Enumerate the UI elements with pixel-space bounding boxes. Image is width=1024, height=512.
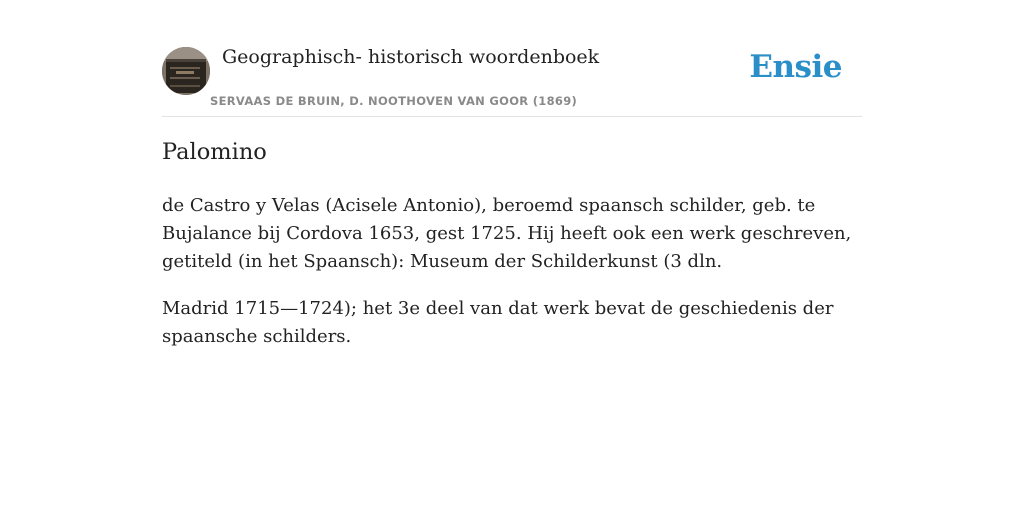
book-author-meta: SERVAAS DE BRUIN, D. NOOTHOVEN VAN GOOR (1869) — [210, 94, 578, 108]
book-cover-icon[interactable] — [162, 47, 210, 95]
entry-body — [162, 192, 862, 370]
book-title[interactable]: Geographisch- historisch woordenboek — [222, 46, 600, 68]
entry-paragraph: Madrid 1715—1724); het 3e deel van dat werk bevat de geschiedenis der spaansche schilders. — [162, 298, 834, 347]
ensie-logo[interactable]: Ensie — [749, 49, 842, 85]
book-header — [162, 40, 862, 117]
entry-paragraph: de Castro y Velas (Acisele Antonio), beroemd spaansch schilder, geb. te Bujalance bij Cordova 1653, gest 1725. Hij heeft ook een werk geschreven, getiteld (in het Spaansch): Museum der Schilderkunst (3 dln. — [162, 195, 852, 272]
entry-title: Palomino — [162, 139, 267, 165]
